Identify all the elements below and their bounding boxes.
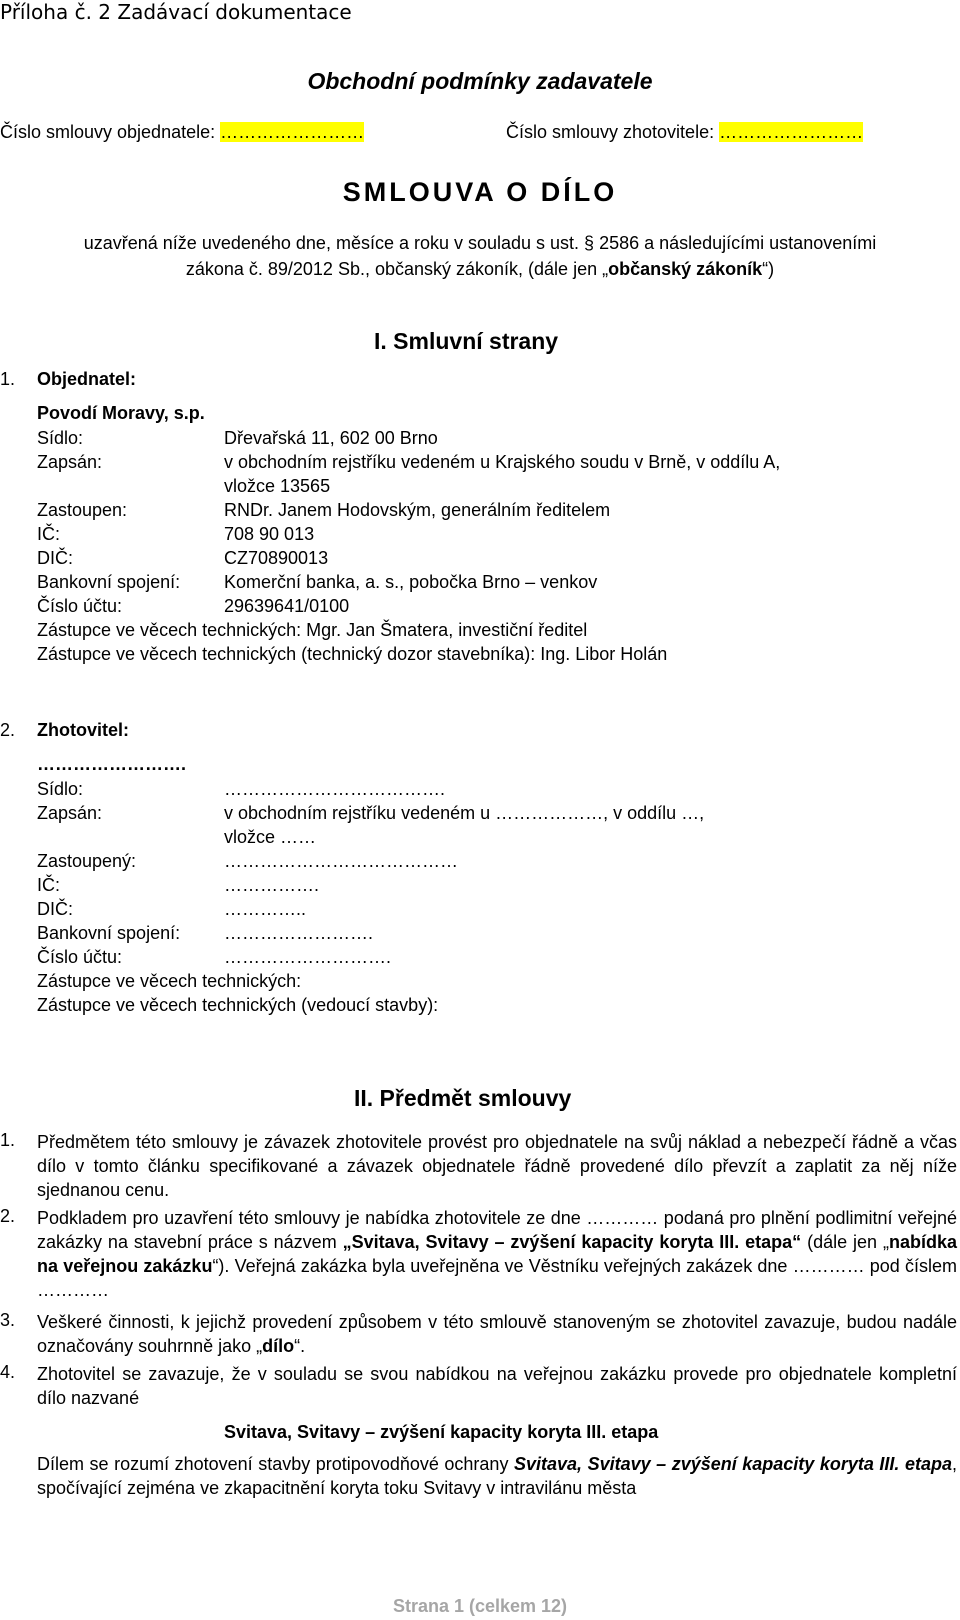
client-account-label: Číslo účtu: — [37, 596, 123, 616]
document-header: Příloha č. 2 Zadávací dokumentace — [0, 0, 352, 24]
client-seat: Dřevařská 11, 602 00 Brno — [224, 428, 438, 448]
section-1-title: I. Smluvní strany — [374, 328, 559, 354]
work-title: Svitava, Svitavy – zvýšení kapacity koryta III. etapa — [224, 1422, 659, 1442]
client-reg-1: v obchodním rejstříku vedeném u Krajského soudu v Brně, v oddílu A, — [224, 452, 781, 472]
contractor-ic-label: IČ: — [37, 875, 61, 895]
section-2-title: II. Předmět smlouvy — [354, 1085, 572, 1111]
client-name: Povodí Moravy, s.p. — [37, 403, 205, 423]
client-ic: 708 90 013 — [224, 524, 315, 544]
item-3-number: 3. — [0, 1310, 16, 1330]
contractor-contract-value: …………………… — [719, 122, 864, 142]
item-4-number: 4. — [0, 1362, 16, 1382]
client-bank: Komerční banka, a. s., pobočka Brno – venkov — [224, 572, 598, 592]
contractor-account: ………………………. — [224, 947, 392, 967]
contractor-contract-number — [506, 122, 863, 143]
item-2-text: Podkladem pro uzavření této smlouvy je nabídka zhotovitele ze dne ………… podaná pro plnění podlimitní veřejné zakázky na stavební práce s názvem „Svitava, Svitavy – zvýšení kapacity koryta III. etapa“ (dále jen „nabídka na veřejnou zakázku“). Veřejná zakázka byla uveřejněna ve Věstníku veřejných zakázek dne ………… pod číslem ………… — [37, 1208, 957, 1300]
client-contract-value: …………………… — [220, 122, 365, 142]
client-reg-2: vložce 13565 — [224, 476, 331, 496]
item-3-text: Veškeré činnosti, k jejichž provedení způsobem v této smlouvě stanoveným se zhotovitel zavazuje, budou nadále označovány souhrnně jako „dílo“. — [37, 1312, 957, 1356]
client-heading: Objednatel: — [37, 369, 137, 389]
contractor-tech-rep-2: Zástupce ve věcech technických (vedoucí stavby): — [37, 995, 439, 1015]
client-contract-label: Číslo smlouvy objednatele: — [0, 122, 221, 142]
client-account: 29639641/0100 — [224, 596, 350, 616]
intro-term: občanský zákoník — [608, 259, 763, 279]
contractor-seat: ………………………………. — [224, 779, 446, 799]
contractor-dic-label: DIČ: — [37, 899, 73, 919]
client-rep: RNDr. Janem Hodovským, generálním ředitelem — [224, 500, 611, 520]
item-1-text: Předmětem této smlouvy je závazek zhotovitele provést pro objednatele na svůj náklad a nebezpečí řádně a včas dílo v tomto článku specifikované a závazek objednatele řádně provedené dílo převzít a zaplatit za něj níže sjednanou cenu. — [37, 1132, 957, 1200]
contractor-seat-label: Sídlo: — [37, 779, 84, 799]
client-tech-rep: Zástupce ve věcech technických: Mgr. Jan Šmatera, investiční ředitel — [37, 620, 588, 640]
contractor-contract-label: Číslo smlouvy zhotovitele: — [506, 122, 720, 142]
page-footer: Strana 1 (celkem 12) — [392, 1596, 568, 1616]
intro-line-1: uzavřená níže uvedeného dne, měsíce a roku v souladu s ust. § 2586 a následujícími ustanoveními — [83, 233, 877, 253]
contractor-rep: ………………………………… — [224, 851, 458, 871]
client-number: 1. — [0, 369, 16, 389]
contractor-heading: Zhotovitel: — [37, 720, 129, 740]
client-ic-label: IČ: — [37, 524, 61, 544]
client-rep-label: Zastoupen: — [37, 500, 128, 520]
item-1-number: 1. — [0, 1130, 16, 1150]
contractor-reg-1: v obchodním rejstříku vedeném u ………………, v oddílu …, — [224, 803, 705, 823]
client-contract-number — [0, 122, 364, 143]
client-dic-label: DIČ: — [37, 548, 73, 568]
contractor-dic: ………….. — [224, 899, 307, 919]
work-description: Dílem se rozumí zhotovení stavby protipovodňové ochrany Svitava, Svitavy – zvýšení kapacity koryta III. etapa, spočívající zejména ve zkapacitnění koryta toku Svitavy v intravilánu města — [37, 1454, 957, 1498]
client-seat-label: Sídlo: — [37, 428, 84, 448]
client-tech-rep-2: Zástupce ve věcech technických (technický dozor stavebníka): Ing. Libor Holán — [37, 644, 668, 664]
intro-close: “) — [762, 259, 775, 279]
client-dic: CZ70890013 — [224, 548, 329, 568]
contractor-bank-label: Bankovní spojení: — [37, 923, 181, 943]
intro-text: zákona č. 89/2012 Sb., občanský zákoník, (dále jen „ — [185, 259, 609, 279]
contract-main-title: SMLOUVA O DÍLO — [342, 177, 618, 207]
contractor-reg-2: vložce …… — [224, 827, 317, 847]
client-bank-label: Bankovní spojení: — [37, 572, 181, 592]
intro-line-2 — [0, 259, 960, 280]
item-4-text: Zhotovitel se zavazuje, že v souladu se svou nabídkou na veřejnou zakázku provede pro objednatele kompletní dílo nazvané — [37, 1364, 957, 1408]
document-title: Obchodní podmínky zadavatele — [307, 68, 653, 94]
contractor-bank: ……………………. — [224, 923, 374, 943]
contractor-rep-label: Zastoupený: — [37, 851, 137, 871]
contractor-number: 2. — [0, 720, 16, 740]
contractor-account-label: Číslo účtu: — [37, 947, 123, 967]
contractor-reg-label: Zapsán: — [37, 803, 103, 823]
contractor-tech-rep: Zástupce ve věcech technických: — [37, 971, 302, 991]
contractor-name: ……………………. — [37, 754, 187, 774]
contractor-ic: ……………. — [224, 875, 320, 895]
item-2-number: 2. — [0, 1206, 16, 1226]
client-reg-label: Zapsán: — [37, 452, 103, 472]
